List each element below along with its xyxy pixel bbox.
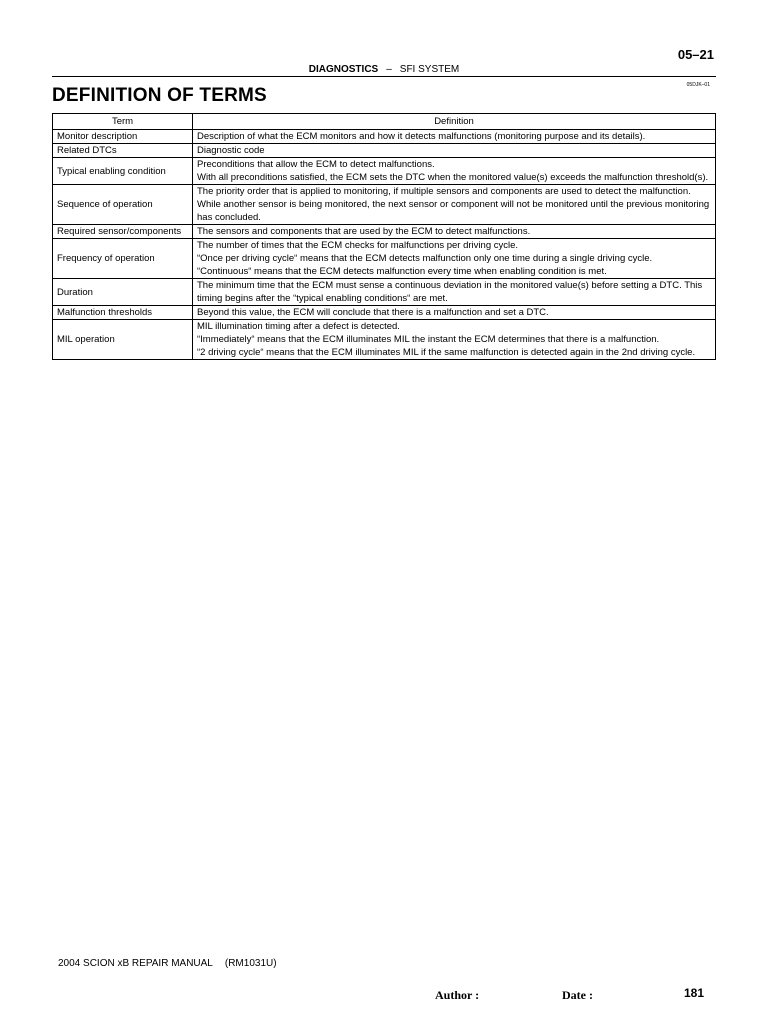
- table-row: [53, 130, 716, 144]
- terms-table: [52, 113, 716, 360]
- column-header-definition: Definition: [193, 114, 716, 130]
- section-name: DIAGNOSTICS: [308, 64, 379, 75]
- page-title: DEFINITION OF TERMS: [52, 85, 267, 106]
- definition-line: Description of what the ECM monitors and how it detects malfunctions (monitoring purpose and its details).: [197, 131, 646, 142]
- table-row: [53, 144, 716, 158]
- term-cell: Required sensor/components: [53, 225, 193, 239]
- definition-line: Beyond this value, the ECM will conclude that there is a malfunction and set a DTC.: [197, 307, 549, 318]
- section-header: [0, 64, 768, 75]
- definition-line: “Immediately“ means that the ECM illuminates MIL the instant the ECM determines that there is a malfunction.: [197, 334, 660, 345]
- terms-table-body: [53, 130, 716, 360]
- definition-line: The minimum time that the ECM must sense a continuous deviation in the monitored value(s) before setting a DTC. This timing begins after the “typical enabling conditions“ are met.: [197, 280, 703, 304]
- manual-name: 2004 SCION xB REPAIR MANUAL: [58, 958, 213, 969]
- term-cell: MIL operation: [53, 320, 193, 360]
- term-cell: Monitor description: [53, 130, 193, 144]
- definition-line: “2 driving cycle“ means that the ECM illuminates MIL if the same malfunction is detected again in the 2nd driving cycle.: [197, 347, 696, 358]
- definition-line: Diagnostic code: [197, 145, 265, 156]
- footer-author-label: Author :: [435, 988, 480, 1002]
- term-cell: Sequence of operation: [53, 185, 193, 225]
- term-cell: Malfunction thresholds: [53, 306, 193, 320]
- term-cell: Typical enabling condition: [53, 158, 193, 185]
- definition-cell: [193, 279, 716, 306]
- table-row: [53, 306, 716, 320]
- term-cell: Related DTCs: [53, 144, 193, 158]
- definition-line: “Continuous“ means that the ECM detects malfunction every time when enabling condition is met.: [197, 266, 607, 277]
- manual-code: (RM1031U): [224, 958, 277, 969]
- table-row: [53, 239, 716, 279]
- definition-cell: [193, 130, 716, 144]
- definition-cell: [193, 158, 716, 185]
- footer-date-label: Date :: [562, 988, 593, 1002]
- column-header-term: Term: [53, 114, 193, 130]
- definition-line: The number of times that the ECM checks for malfunctions per driving cycle.: [197, 240, 519, 251]
- subsection-name: SFI SYSTEM: [399, 64, 460, 75]
- table-row: [53, 320, 716, 360]
- table-row: [53, 225, 716, 239]
- document-code: 05DJK–01: [686, 82, 710, 88]
- page-number: 05–21: [677, 47, 714, 62]
- definition-line: While another sensor is being monitored, the next sensor or component will not be monitored until the previous monitoring has concluded.: [197, 199, 710, 223]
- footer-page-number: 181: [684, 986, 705, 1000]
- definition-cell: [193, 185, 716, 225]
- term-cell: Frequency of operation: [53, 239, 193, 279]
- header-rule: [52, 76, 716, 77]
- definition-line: The priority order that is applied to monitoring, if multiple sensors and components are used to detect the malfunction.: [197, 186, 691, 197]
- definition-cell: [193, 320, 716, 360]
- section-separator: –: [386, 64, 392, 75]
- table-row: [53, 185, 716, 225]
- table-row: [53, 279, 716, 306]
- term-cell: Duration: [53, 279, 193, 306]
- definition-line: “Once per driving cycle“ means that the ECM detects malfunction only one time during a single driving cycle.: [197, 253, 653, 264]
- definition-cell: [193, 239, 716, 279]
- definition-line: The sensors and components that are used by the ECM to detect malfunctions.: [197, 226, 531, 237]
- definition-cell: [193, 225, 716, 239]
- definition-line: MIL illumination timing after a defect is detected.: [197, 321, 400, 332]
- table-header-row: [53, 114, 716, 130]
- footer-manual-title: [58, 958, 277, 969]
- definition-cell: [193, 144, 716, 158]
- definition-line: Preconditions that allow the ECM to detect malfunctions.: [197, 159, 435, 170]
- definition-cell: [193, 306, 716, 320]
- table-row: [53, 158, 716, 185]
- definition-line: With all preconditions satisfied, the ECM sets the DTC when the monitored value(s) exceeds the malfunction threshold(s).: [197, 172, 709, 183]
